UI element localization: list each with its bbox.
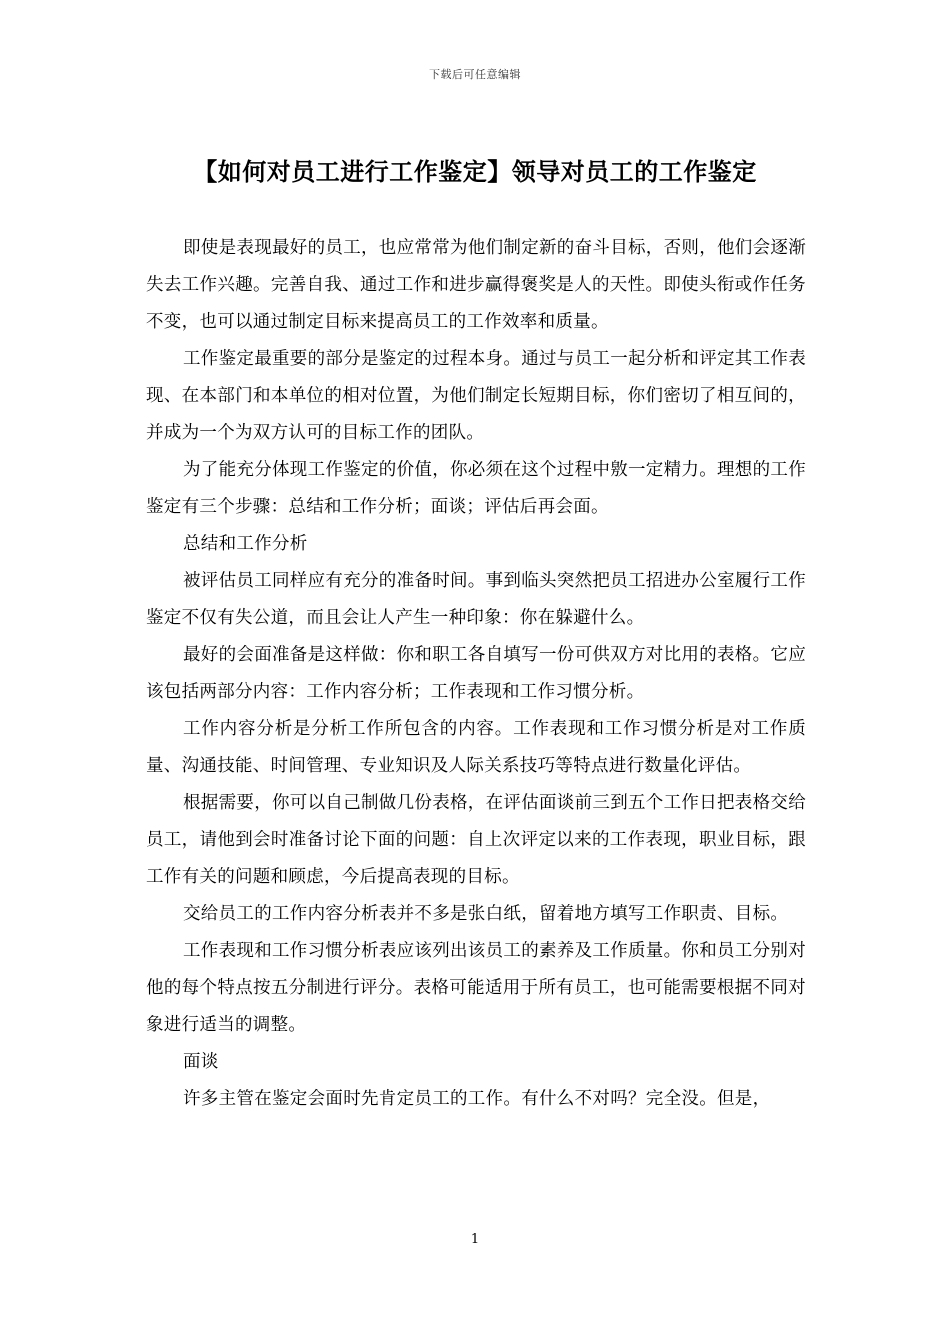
paragraph: 许多主管在鉴定会面时先肯定员工的工作。有什么不对吗？完全没。但是，	[183, 1089, 771, 1109]
header-note: 下载后可任意编辑	[429, 68, 521, 81]
paragraph: 为了能充分体现工作鉴定的价值，你必须在这个过程中敫一定精力。理想的工作鉴定有三个步骤：总结和工作分析；面谈；评估后再会面。	[146, 460, 806, 517]
section-heading: 总结和工作分析	[183, 534, 308, 554]
paragraph: 根据需要，你可以自己制做几份表格，在评估面谈前三到五个工作日把表格交给员工，请他到会时准备讨论下面的问题：自上次评定以来的工作表现，职业目标，跟工作有关的问题和顾虑，今后提高表现的目标。	[146, 793, 806, 887]
paragraph: 工作鉴定最重要的部分是鉴定的过程本身。通过与员工一起分析和评定其工作表现、在本部门和本单位的相对位置，为他们制定长短期目标，你们密切了相互间的，并成为一个为双方认可的目标工作的团队。	[146, 349, 806, 443]
paragraph: 被评估员工同样应有充分的准备时间。事到临头突然把员工招进办公室履行工作鉴定不仅有失公道，而且会让人产生一种印象：你在躲避什么。	[146, 571, 806, 628]
document-title: 【如何对员工进行工作鉴定】领导对员工的工作鉴定	[193, 158, 757, 186]
paragraph: 工作内容分析是分析工作所包含的内容。工作表现和工作习惯分析是对工作质量、沟通技能、时间管理、专业知识及人际关系技巧等特点进行数量化评估。	[146, 719, 806, 776]
paragraph: 工作表现和工作习惯分析表应该列出该员工的素养及工作质量。你和员工分别对他的每个特点按五分制进行评分。表格可能适用于所有员工，也可能需要根据不同对象进行适当的调整。	[146, 941, 806, 1035]
document-body	[146, 230, 806, 1118]
paragraph: 最好的会面准备是这样做：你和职工各自填写一份可供双方对比用的表格。它应该包括两部分内容：工作内容分析；工作表现和工作习惯分析。	[146, 645, 806, 702]
paragraph: 即使是表现最好的员工，也应常常为他们制定新的奋斗目标，否则，他们会逐渐失去工作兴趣。完善自我、通过工作和进步赢得褒奖是人的天性。即使头衔或作任务不变，也可以通过制定目标来提高员工的工作效率和质量。	[146, 238, 806, 332]
section-heading: 面谈	[183, 1052, 219, 1072]
paragraph: 交给员工的工作内容分析表并不多是张白纸，留着地方填写工作职责、目标。	[183, 904, 789, 924]
page-number: 1	[470, 1232, 480, 1247]
